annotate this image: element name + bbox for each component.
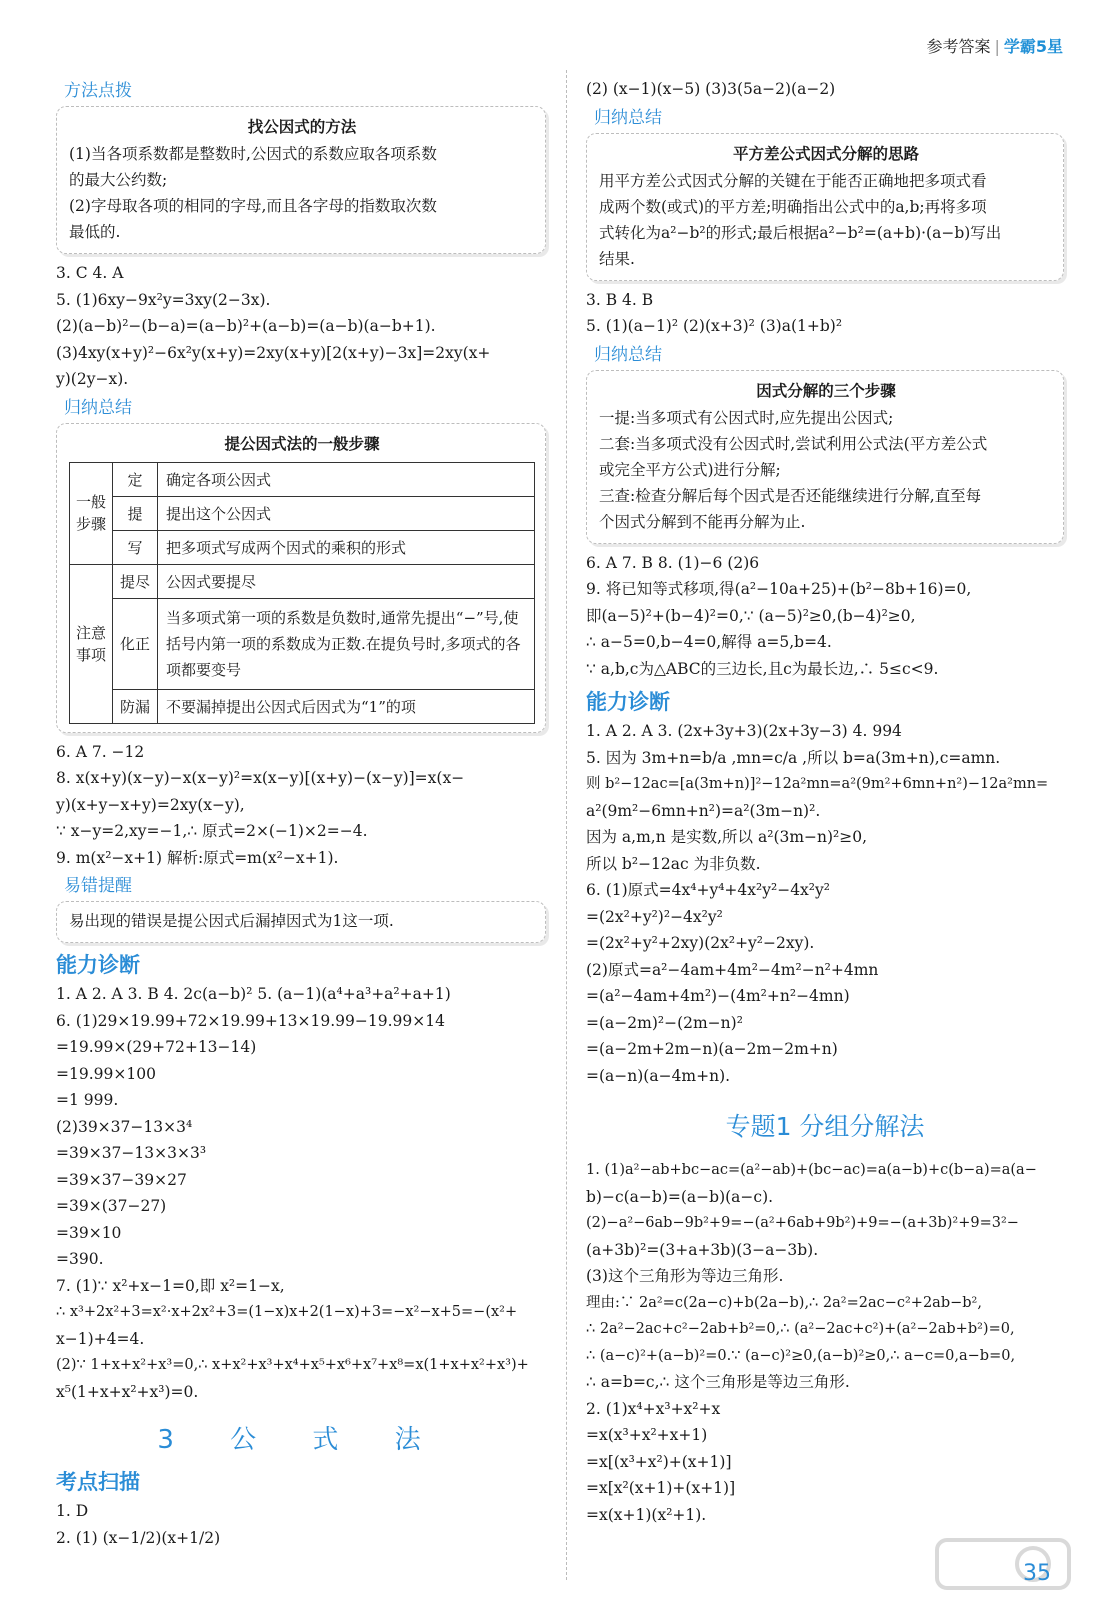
answer-line: =39×10 (56, 1223, 122, 1242)
steps-key: 防漏 (113, 689, 158, 723)
summary-line: 个因式分解到不能再分解为止. (599, 512, 806, 531)
summary-line: 一提:当多项式有公因式时,应先提出公因式; (599, 408, 894, 427)
page-header (926, 34, 1063, 57)
answer-line: ∴ (a−c)²+(a−b)²=0.∵ (a−c)²≥0,(a−b)²≥0,∴ a−c=0,a−b=0, (586, 1347, 1016, 1364)
method-box (56, 106, 546, 254)
summary-line: 结果. (599, 249, 635, 268)
answer-line: =(a−2m)²−(2m−n)² (586, 1013, 743, 1032)
section-scan: 考点扫描 (56, 1470, 140, 1494)
answer-line: 9. 将已知等式移项,得(a²−10a+25)+(b²−8b+16)=0, (586, 580, 972, 598)
column-divider (566, 70, 567, 1580)
answer-line: ∴ 2a²−2ac+c²−2ab+b²=0,∴ (a²−2ac+c²)+(a²−2ab+b²)=0, (586, 1321, 1015, 1337)
answer-line: =39×(37−27) (56, 1197, 167, 1215)
answer-line: =x(x³+x²+x+1) (586, 1426, 708, 1444)
answer-line: 5. (1)(a−1)² (2)(x+3)² (3)a(1+b)² (586, 317, 843, 335)
method-line: 的最大公约数; (69, 171, 168, 189)
method-line: (1)当各项系数都是整数时,公因式的系数应取各项系数 (69, 145, 437, 163)
summary-line: 三查:检查分解后每个因式是否还能继续进行分解,直至每 (599, 486, 982, 505)
answer-line: 1. A 2. A 3. B 4. 2c(a−b)² 5. (a−1)(a⁴+a³+a²+a+1) (56, 985, 451, 1003)
answer-line: 7. (1)∵ x²+x−1=0,即 x²=1−x, (56, 1276, 285, 1295)
answer-line: (2) (x−1)(x−5) (3)3(5a−2)(a−2) (586, 80, 836, 98)
answer-line: =(a−n)(a−4m+n). (586, 1066, 731, 1085)
table-row (70, 564, 535, 598)
steps-key: 定 (113, 462, 158, 496)
steps-box-title: 提公因式法的一般步骤 (224, 433, 380, 453)
steps-key: 提尽 (113, 564, 158, 598)
summary-line: 用平方差公式因式分解的关键在于能否正确地把多项式看 (599, 171, 987, 190)
steps-group-label: 注意事项 (70, 564, 113, 723)
answer-line: ∴ a=b=c,∴ 这个三角形是等边三角形. (586, 1373, 850, 1391)
answer-line: ∵ x−y=2,xy=−1,∴ 原式=2×(−1)×2=−4. (56, 822, 368, 840)
answer-line: (2)(a−b)²−(b−a)=(a−b)²+(a−b)=(a−b)(a−b+1). (56, 317, 436, 335)
steps-key: 化正 (113, 598, 158, 689)
tag-error: 易错提醒 (64, 876, 132, 896)
steps-table (69, 462, 535, 724)
answer-line: b)−c(a−b)=(a−b)(a−c). (586, 1187, 774, 1206)
summary-box-difference-of-squares (586, 133, 1064, 281)
answer-line: y)(2y−x). (56, 370, 129, 388)
answer-line: =19.99×(29+72+13−14) (56, 1038, 257, 1056)
answer-line: =x[x²(x+1)+(x+1)] (586, 1479, 736, 1497)
method-line: (2)字母取各项的相同的字母,而且各字母的指数取次数 (69, 197, 437, 215)
tag-summary: 归纳总结 (594, 344, 662, 365)
answer-line: 6. A 7. B 8. (1)−6 (2)6 (586, 553, 760, 572)
header-label: 参考答案 (926, 37, 991, 56)
steps-key: 写 (113, 530, 158, 564)
answer-line: 5. (1)6xy−9x²y=3xy(2−3x). (56, 290, 271, 309)
answer-line: 因为 a,m,n 是实数,所以 a²(3m−n)²≥0, (586, 828, 868, 846)
answer-line: =390. (56, 1250, 104, 1268)
tag-method: 方法点拨 (64, 81, 132, 101)
steps-group-label: 一般步骤 (70, 462, 113, 564)
method-box-title: 找公因式的方法 (247, 117, 357, 136)
answer-line: 则 b²−12ac=[a(3m+n)]²−12a²mn=a²(9m²+6mn+n²)−12a²mn= (586, 776, 1049, 792)
summary-line: 成两个数(或式)的平方差;明确指出公式中的a,b;再将多项 (599, 197, 987, 216)
answer-line: 1. (1)a²−ab+bc−ac=(a²−ab)+(bc−ac)=a(a−b)+c(b−a)=a(a− (586, 1162, 1037, 1178)
answer-line: 3. C 4. A (56, 264, 124, 282)
answer-line: 2. (1) (x−1/2)(x+1/2) (56, 1528, 221, 1547)
answer-line: (2)∵ 1+x+x²+x³=0,∴ x+x²+x³+x⁴+x⁵+x⁶+x⁷+x⁸=x(1+x+x²+x³)+ (56, 1357, 529, 1373)
steps-text: 不要漏掉提出公因式后因式为“1”的项 (158, 689, 535, 723)
answer-line: (3)这个三角形为等边三角形. (586, 1267, 784, 1285)
answer-line: 3. B 4. B (586, 290, 654, 309)
answer-line: =1 999. (56, 1091, 119, 1109)
answer-line: (2)−a²−6ab−9b²+9=−(a²+6ab+9b²)+9=−(a+3b)²+9=3²− (586, 1215, 1019, 1231)
table-row (70, 689, 535, 723)
steps-box (56, 423, 546, 733)
answer-line: 8. x(x+y)(x−y)−x(x−y)²=x(x−y)[(x+y)−(x−y)]=x(x− (56, 769, 465, 787)
tag-summary: 归纳总结 (64, 397, 132, 418)
table-row (70, 530, 535, 564)
table-row (70, 496, 535, 530)
answer-line: 所以 b²−12ac 为非负数. (586, 854, 761, 873)
answer-line: (a+3b)²=(3+a+3b)(3−a−3b). (586, 1240, 819, 1259)
answer-line: 6. (1)原式=4x⁴+y⁴+4x²y²−4x²y² (586, 881, 830, 899)
answer-line: 6. A 7. −12 (56, 742, 145, 761)
answer-line: 1. D (56, 1502, 89, 1520)
page-number: 35 (1023, 1561, 1051, 1586)
answer-line: (2)39×37−13×3⁴ (56, 1117, 193, 1136)
answer-line: =(2x²+y²+2xy)(2x²+y²−2xy). (586, 934, 815, 952)
answer-line: 5. 因为 3m+n=b/a ,mn=c/a ,所以 b=a(3m+n),c=amn. (586, 748, 1001, 767)
answer-line: =(a²−4am+4m²)−(4m²+n²−4mn) (586, 987, 850, 1005)
answer-line: =(a−2m+2m−n)(a−2m−2m+n) (586, 1040, 838, 1058)
summary-line: 或完全平方公式)进行分解; (599, 460, 781, 479)
section-ability: 能力诊断 (586, 690, 670, 714)
answer-line: 2. (1)x⁴+x³+x²+x (586, 1399, 721, 1418)
answer-line: (2)原式=a²−4am+4m²−4m²−n²+4mn (586, 960, 879, 979)
answer-line: 1. A 2. A 3. (2x+3y+3)(2x+3y−3) 4. 994 (586, 722, 902, 740)
steps-text: 提出这个公因式 (158, 496, 535, 530)
table-row (70, 462, 535, 496)
method-line: 最低的. (69, 223, 121, 241)
answer-line: 理由:∵ 2a²=c(2a−c)+b(2a−b),∴ 2a²=2ac−c²+2ab−b², (586, 1294, 982, 1311)
tag-summary: 归纳总结 (594, 107, 662, 128)
answer-line: =39×37−39×27 (56, 1170, 187, 1189)
answer-line: =(2x²+y²)²−4x²y² (586, 907, 723, 926)
table-row (70, 598, 535, 689)
answer-line: ∴ x³+2x²+3=x²·x+2x²+3=(1−x)x+2(1−x)+3=−x²−x+5=−(x²+ (56, 1304, 518, 1320)
header-divider: | (994, 37, 1000, 56)
summary-box-title: 平方差公式因式分解的思路 (732, 143, 919, 163)
right-column (586, 76, 1064, 1528)
answer-line: ∵ a,b,c为△ABC的三边长,且c为最长边,∴ 5≤c<9. (586, 659, 939, 678)
header-brand: 学霸5星 (1003, 37, 1063, 56)
chapter-title: 3 公 式 法 (157, 1425, 445, 1455)
answer-line: x−1)+4=4. (56, 1329, 145, 1348)
error-box (56, 901, 546, 943)
answer-line: ∴ a−5=0,b−4=0,解得 a=5,b=4. (586, 633, 832, 651)
steps-key: 提 (113, 496, 158, 530)
steps-text: 确定各项公因式 (158, 462, 535, 496)
answer-line: y)(x+y−x+y)=2xy(x−y), (56, 795, 245, 814)
summary-line: 式转化为a²−b²的形式;最后根据a²−b²=(a+b)·(a−b)写出 (599, 223, 1002, 242)
answer-line: =19.99×100 (56, 1064, 156, 1083)
summary-box-title: 因式分解的三个步骤 (756, 380, 896, 400)
answer-line: x⁵(1+x+x²+x³)=0. (56, 1382, 199, 1401)
answer-line: =39×37−13×3×3³ (56, 1144, 207, 1162)
section-ability: 能力诊断 (56, 953, 140, 977)
answer-line: (3)4xy(x+y)²−6x²y(x+y)=2xy(x+y)[2(x+y)−3x]=2xy(x+ (56, 343, 491, 362)
answer-line: 6. (1)29×19.99+72×19.99+13×19.99−19.99×14 (56, 1011, 445, 1030)
watermark-logo-icon (933, 1534, 1073, 1594)
answer-line: a²(9m²−6mn+n²)=a²(3m−n)². (586, 801, 821, 820)
answer-line: 9. m(x²−x+1) 解析:原式=m(x²−x+1). (56, 848, 339, 867)
error-text: 易出现的错误是提公因式后漏掉因式为1这一项. (69, 912, 394, 930)
steps-text: 公因式要提尽 (158, 564, 535, 598)
summary-line: 二套:当多项式没有公因式时,尝试利用公式法(平方差公式 (599, 434, 988, 453)
left-column (56, 76, 546, 1551)
answer-line: 即(a−5)²+(b−4)²=0,∵ (a−5)²≥0,(b−4)²≥0, (586, 606, 916, 625)
answer-line: =x[(x³+x²)+(x+1)] (586, 1452, 732, 1471)
steps-text: 当多项式第一项的系数是负数时,通常先提出“−”号,使括号内第一项的系数成为正数.在提负号时,多项式的各项都要变号 (158, 598, 535, 689)
steps-text: 把多项式写成两个因式的乘积的形式 (158, 530, 535, 564)
summary-box-three-steps (586, 370, 1064, 544)
topic-title: 专题1 分组分解法 (725, 1112, 925, 1141)
answer-line: =x(x+1)(x²+1). (586, 1505, 707, 1524)
